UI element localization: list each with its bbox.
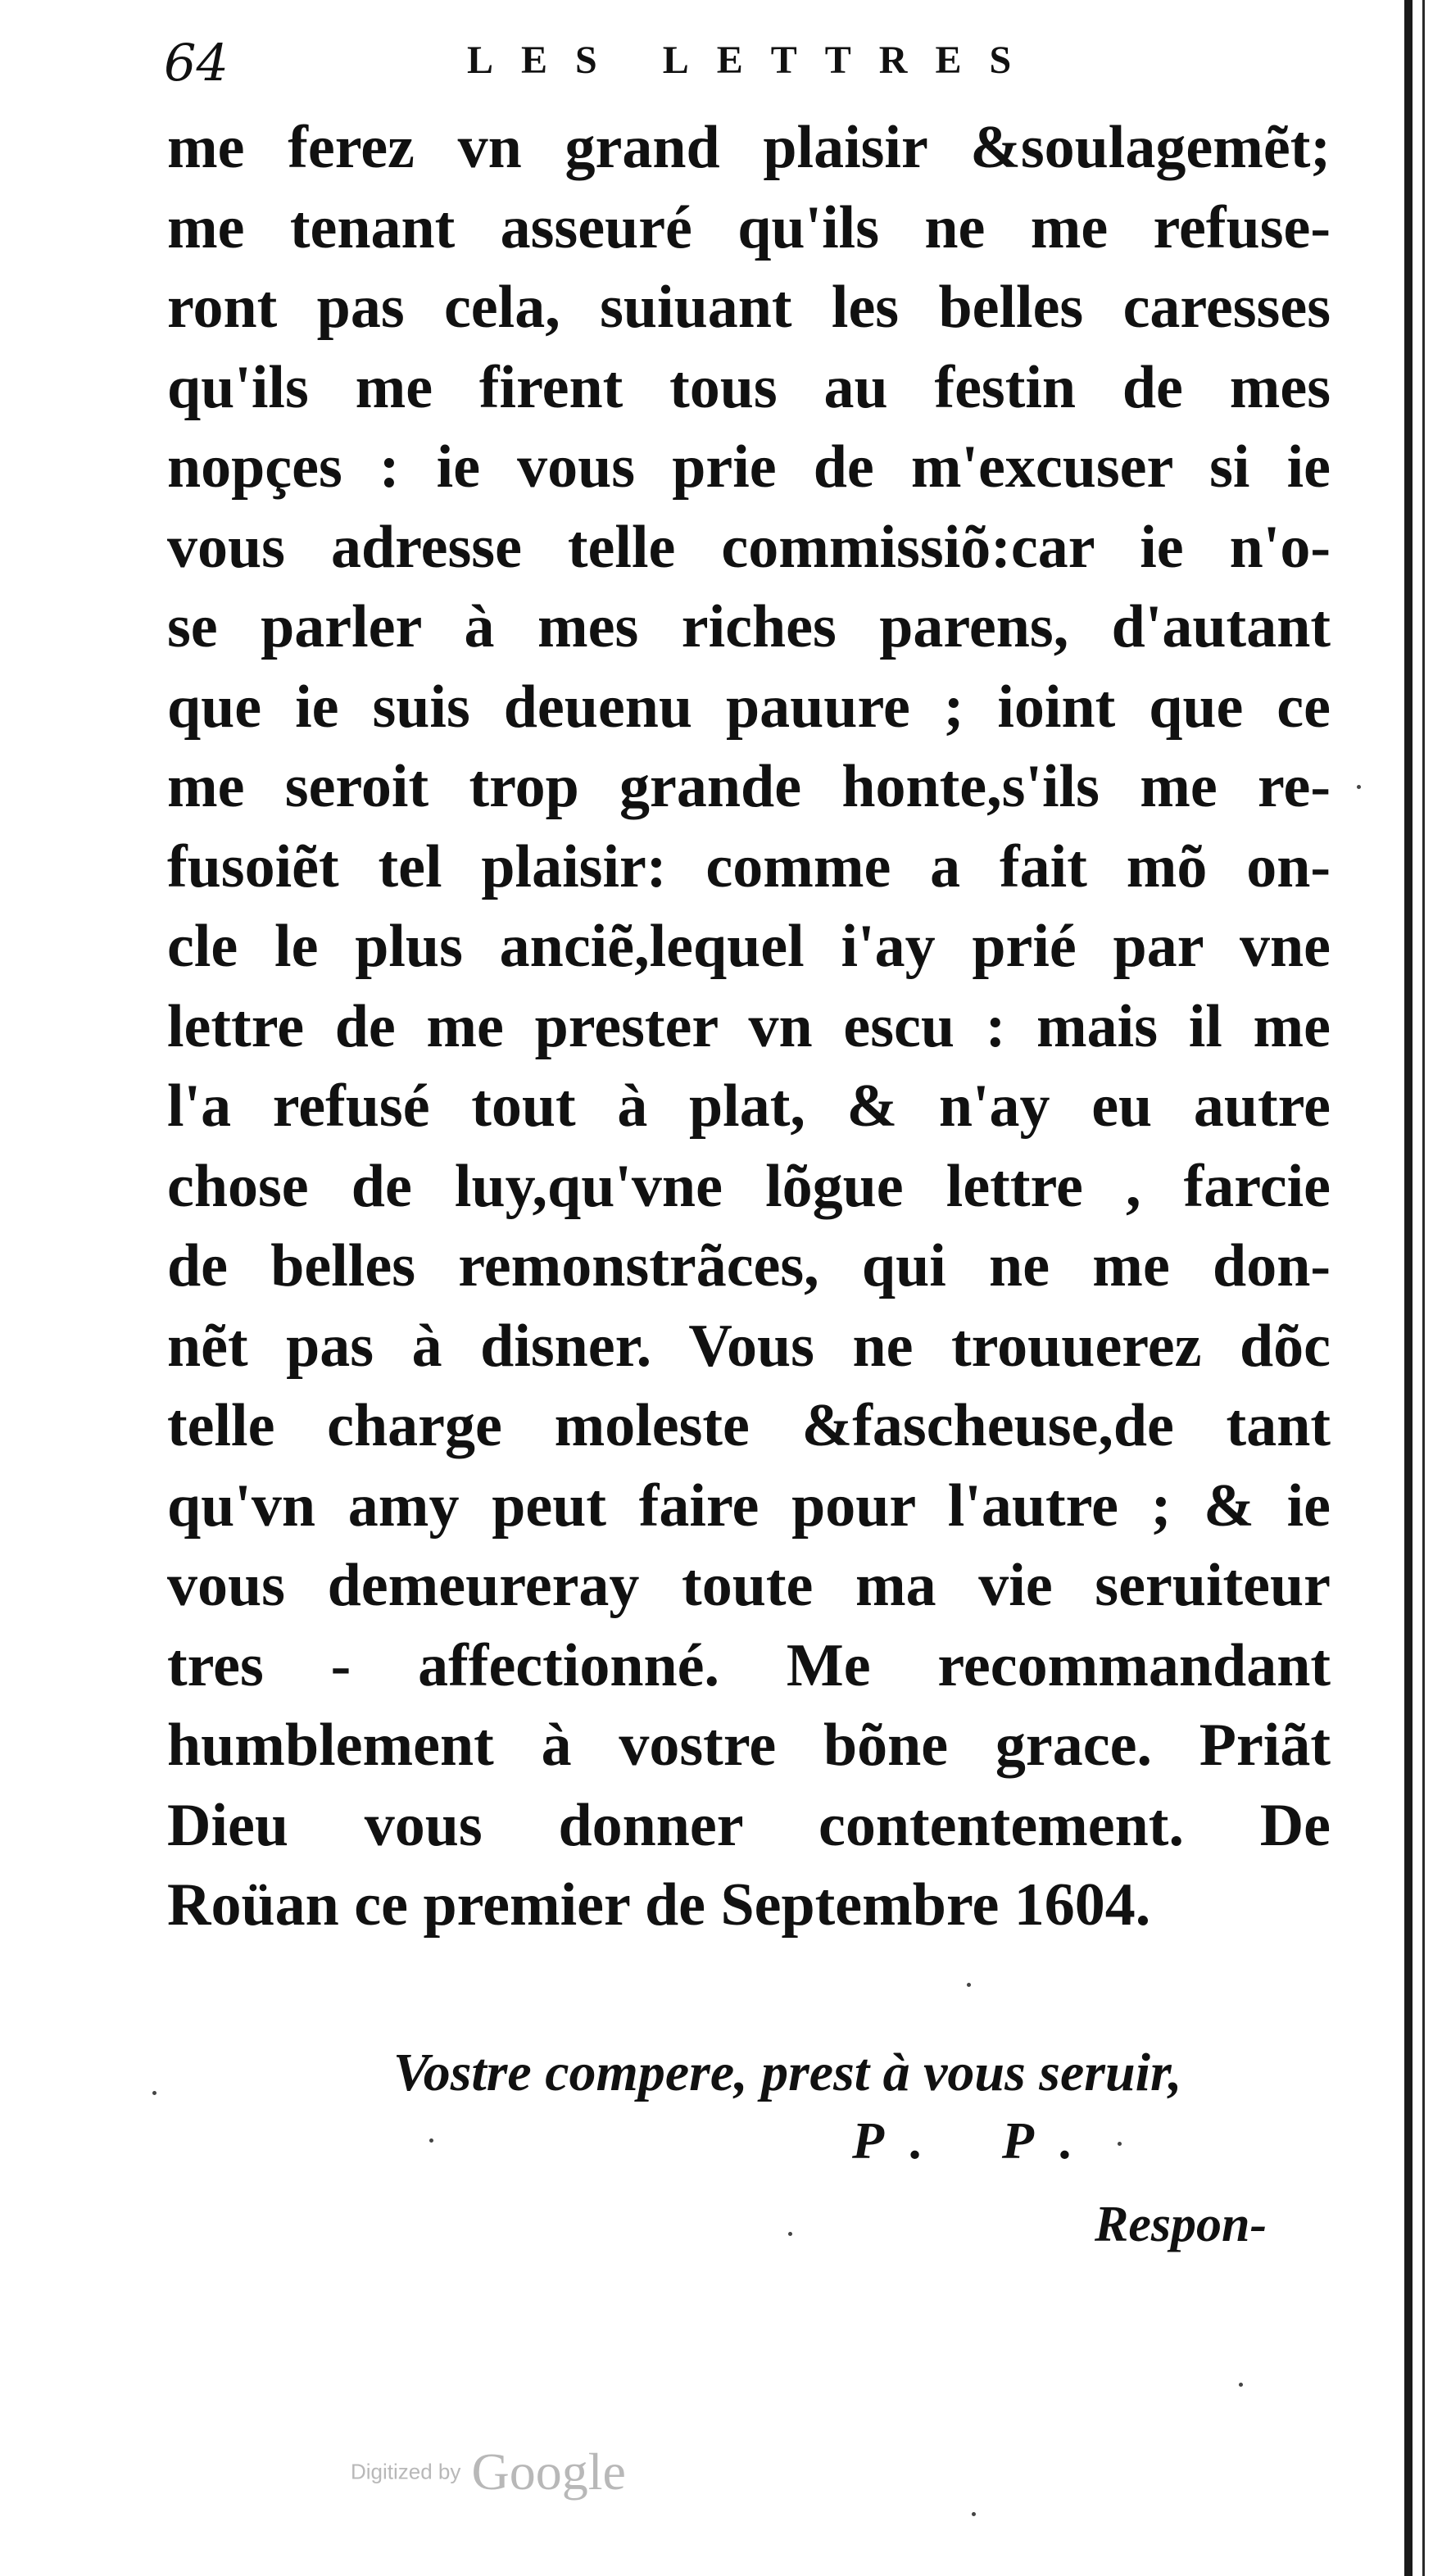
scan-speck <box>967 1983 971 1987</box>
text-line: humblement à vostre bõne grace. Priãt <box>167 1712 1331 1779</box>
google-logo: Google <box>471 2442 626 2501</box>
text-line: qu'vn amy peut faire pour l'autre ; & ie <box>167 1472 1331 1540</box>
text-line: vous adresse telle commissiõ:car ie n'o- <box>167 513 1331 581</box>
scan-speck <box>1357 785 1361 789</box>
signature-initials: P. P. <box>852 2111 1106 2170</box>
text-line: lettre de me prester vn escu : mais il me <box>167 992 1331 1060</box>
text-line: tres - affectionné. Me recommandant <box>167 1631 1331 1699</box>
text-line: me tenant asseuré qu'ils ne me refuse- <box>167 193 1331 261</box>
running-title: LES LETTRES <box>467 39 1040 82</box>
scan-speck <box>788 2232 792 2236</box>
letter-body <box>167 108 1331 1946</box>
closing-salutation: Vostre compere, prest à vous seruir, <box>393 2043 1182 2102</box>
text-line: se parler à mes riches parens, d'autant <box>167 593 1331 660</box>
text-line: qu'ils me firent tous au festin de mes <box>167 353 1331 421</box>
text-line: Dieu vous donner contentement. De <box>167 1791 1331 1859</box>
text-line: chose de luy,qu'vne lõgue lettre , farcie <box>167 1152 1331 1220</box>
text-line: Roüan ce premier de Septembre 1604. <box>167 1871 1151 1939</box>
text-line: l'a refusé tout à plat, & n'ay eu autre <box>167 1073 1331 1140</box>
text-line: me ferez vn grand plaisir &soulagemẽt; <box>167 114 1331 181</box>
text-line: me seroit trop grande honte,s'ils me re- <box>167 753 1331 820</box>
text-line: telle charge moleste &fascheuse,de tant <box>167 1392 1331 1459</box>
text-line: nẽt pas à disner. Vous ne trouuerez dõc <box>167 1312 1331 1380</box>
scan-speck <box>972 2512 976 2516</box>
text-line: vous demeureray toute ma vie seruiteur <box>167 1552 1331 1619</box>
text-line: de belles remonstrãces, qui ne me don- <box>167 1232 1331 1299</box>
watermark-prefix: Digitized by <box>351 2459 461 2484</box>
scan-speck <box>429 2138 433 2143</box>
text-line: nopçes : ie vous prie de m'excuser si ie <box>167 433 1331 501</box>
text-line: cle le plus anciẽ,lequel i'ay prié par vne <box>167 913 1331 980</box>
signature-block <box>393 2032 1327 2170</box>
scan-speck <box>1239 2383 1243 2387</box>
running-head <box>164 33 1344 98</box>
text-line: ront pas cela, suiuant les belles caresses <box>167 274 1331 341</box>
catchword: Respon- <box>1095 2197 1267 2252</box>
binding-edge <box>1404 0 1413 2576</box>
text-line: fusoiẽt tel plaisir: comme a fait mõ on- <box>167 832 1331 900</box>
binding-edge-inner <box>1422 0 1425 2576</box>
scan-speck <box>152 2091 156 2095</box>
text-line: que ie suis deuenu pauure ; ioint que ce <box>167 673 1331 741</box>
page-number: 64 <box>164 33 229 93</box>
scan-speck <box>1118 2142 1122 2146</box>
digitization-watermark <box>351 2442 626 2502</box>
